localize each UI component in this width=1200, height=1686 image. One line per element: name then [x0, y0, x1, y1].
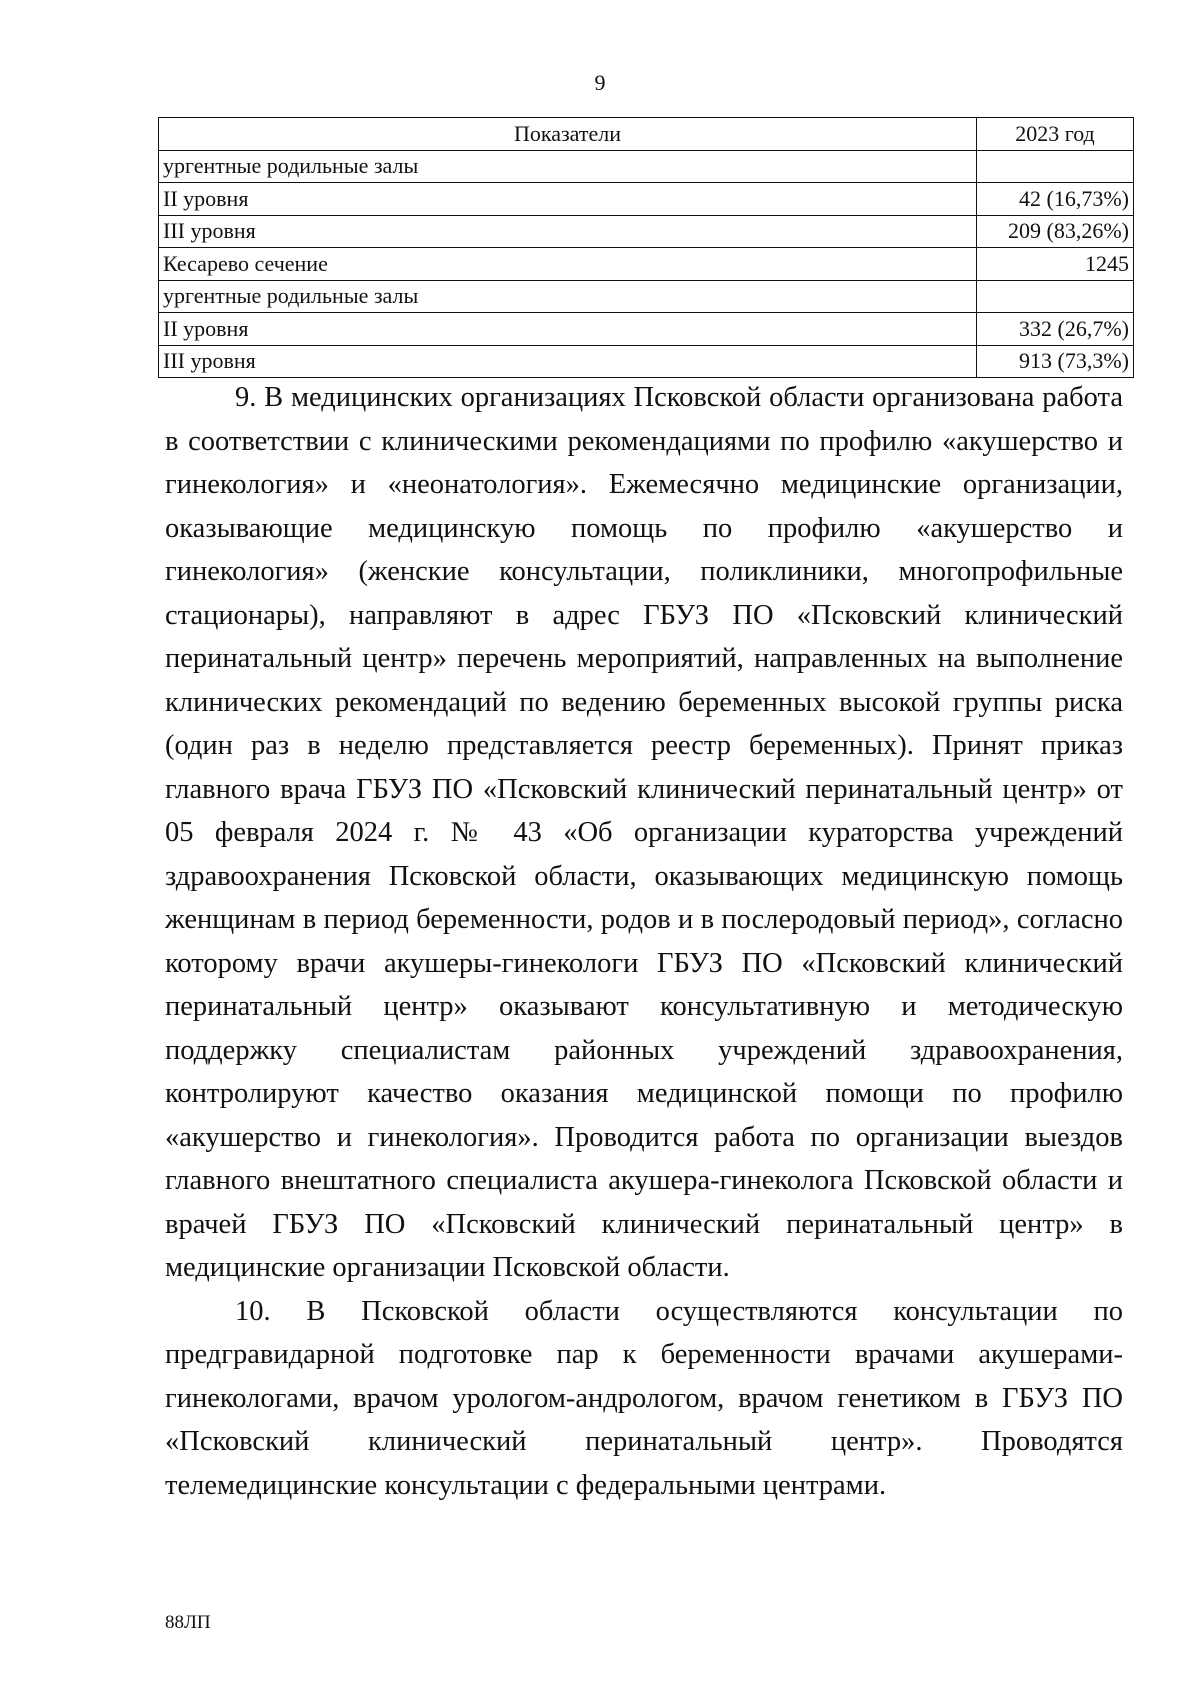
row-label: II уровня: [159, 183, 977, 216]
footer-code: 88ЛП: [165, 1612, 211, 1633]
table-row: [159, 313, 1134, 346]
row-value: 332 (26,7%): [977, 313, 1134, 346]
row-label: ургентные родильные залы: [159, 280, 977, 313]
row-label: III уровня: [159, 345, 977, 378]
table-row: [159, 280, 1134, 313]
table-row: [159, 150, 1134, 183]
row-label: III уровня: [159, 215, 977, 248]
row-value: 209 (83,26%): [977, 215, 1134, 248]
paragraph-9: 9. В медицинских организациях Псковской области организована работа в соответствии с клиническими рекомендациями по профилю «акушерство и гинекология» и «неонатология». Ежемесячно медицинские организации, оказывающие медицинскую помощь по профилю «акушерство и гинекология» (женские консультации, поликлиники, многопрофильные стационары), направляют в адрес ГБУЗ ПО «Псковский клинический перинатальный центр» перечень мероприятий, направленных на выполнение клинических рекомендаций по ведению беременных высокой группы риска (один раз в неделю представляется реестр беременных). Принят приказ главного врача ГБУЗ ПО «Псковский клинический перинатальный центр» от 05 февраля 2024 г. № 43 «Об организации кураторства учреждений здравоохранения Псковской области, оказывающих медицинскую помощь женщинам в период беременности, родов и в послеродовый период», согласно которому врачи акушеры-гинекологи ГБУЗ ПО «Псковский клинический перинатальный центр» оказывают консультативную и методическую поддержку специалистам районных учреждений здравоохранения, контролируют качество оказания медицинской помощи по профилю «акушерство и гинекология». Проводится работа по организации выездов главного внештатного специалиста акушера-гинеколога Псковской области и врачей ГБУЗ ПО «Псковский клинический перинатальный центр» в медицинские организации Псковской области.: [165, 382, 1123, 1283]
table-header-row: [159, 118, 1134, 151]
row-label: ургентные родильные залы: [159, 150, 977, 183]
header-indicators: Показатели: [159, 118, 977, 151]
row-label: Кесарево сечение: [159, 248, 977, 281]
table-row: [159, 183, 1134, 216]
row-value: [977, 280, 1134, 313]
header-year: 2023 год: [977, 118, 1134, 151]
row-value: [977, 150, 1134, 183]
indicators-table: [158, 117, 1134, 378]
table-row: [159, 345, 1134, 378]
paragraph-10: 10. В Псковской области осуществляются консультации по предгравидарной подготовке пар к беременности врачами акушерами-гинекологами, врачом урологом-андрологом, врачом генетиком в ГБУЗ ПО «Псковский клинический перинатальный центр». Проводятся телемедицинские консультации с федеральными центрами.: [165, 1295, 1123, 1501]
document-body: [165, 376, 1123, 1507]
row-label: II уровня: [159, 313, 977, 346]
row-value: 913 (73,3%): [977, 345, 1134, 378]
table-row: [159, 248, 1134, 281]
row-value: 1245: [977, 248, 1134, 281]
row-value: 42 (16,73%): [977, 183, 1134, 216]
table-row: [159, 215, 1134, 248]
page-number: 9: [594, 70, 606, 95]
